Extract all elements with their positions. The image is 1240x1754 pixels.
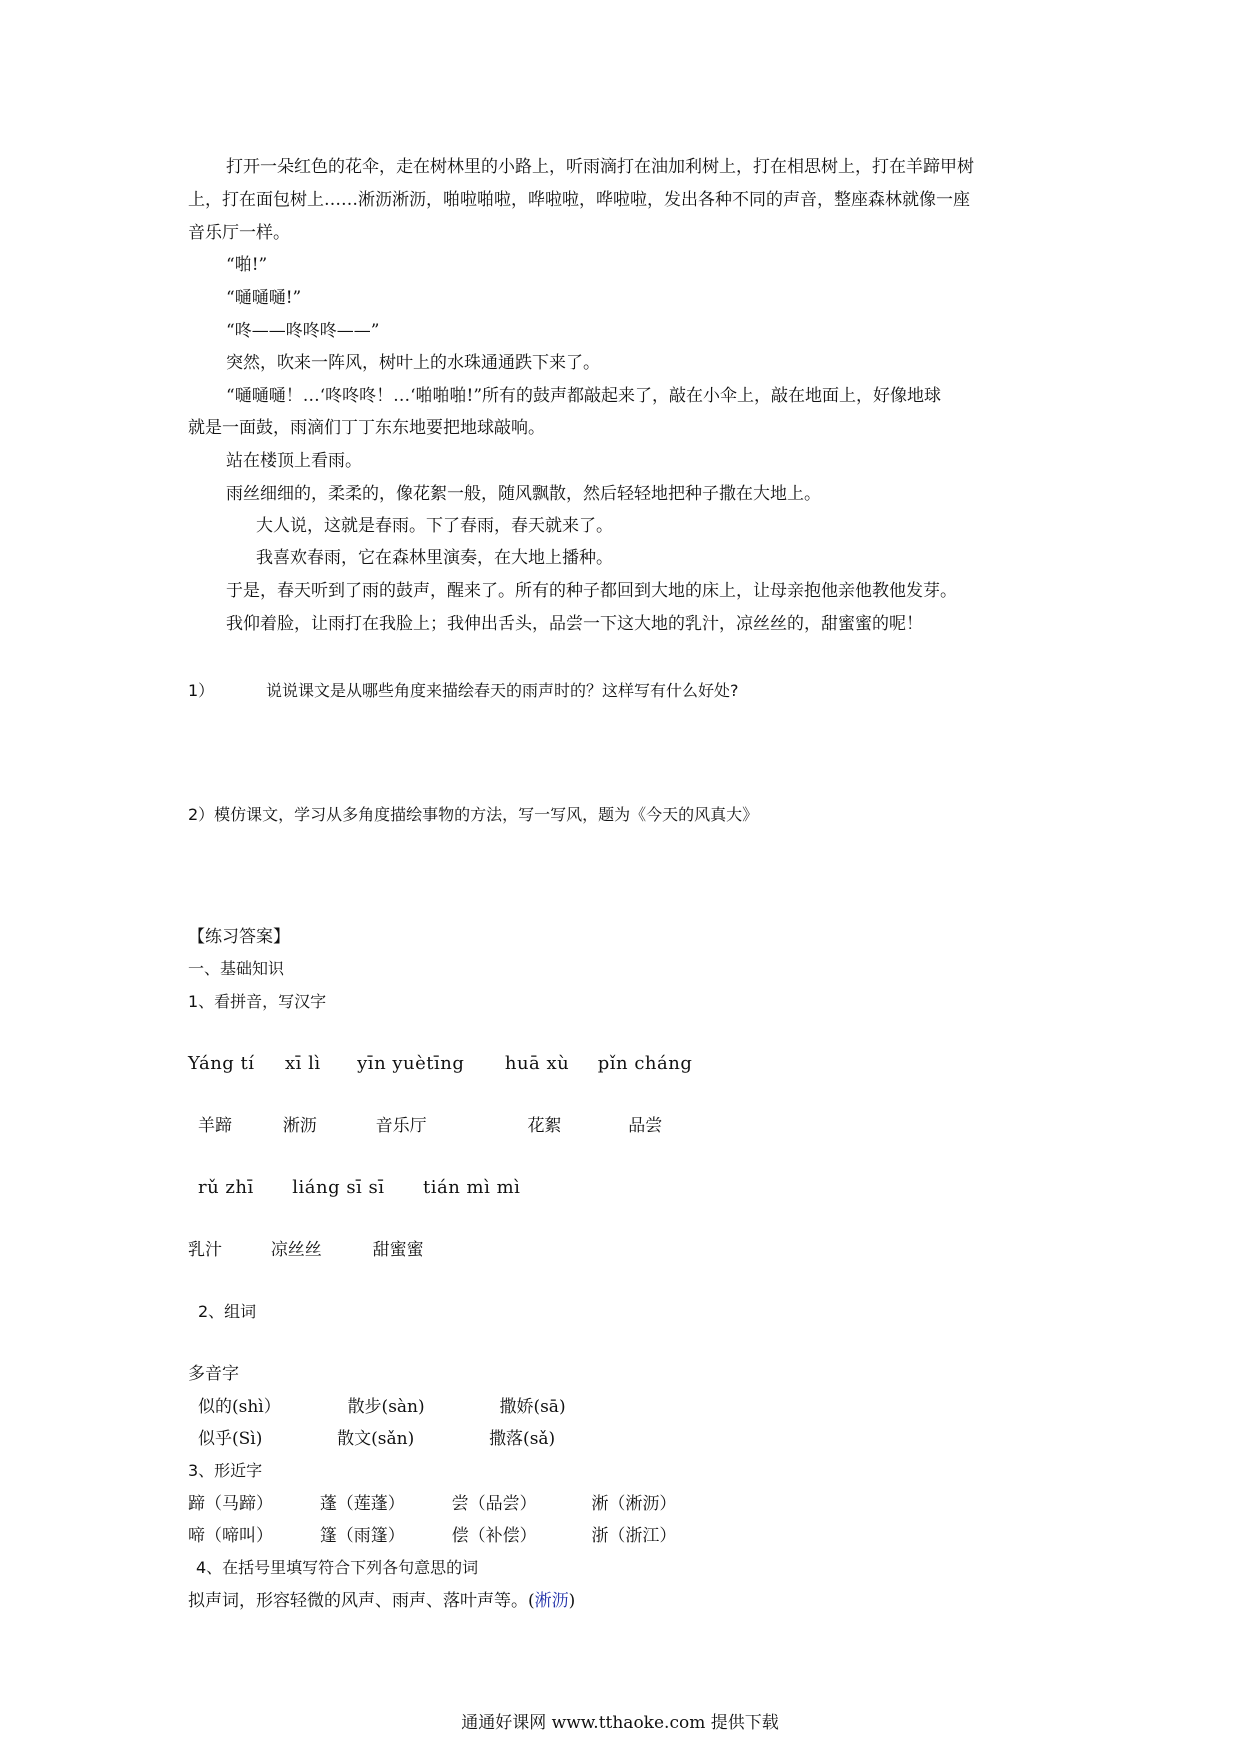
passage-paragraph-3-line-2: 就是一面鼓，雨滴们丁丁东东地要把地球敲响。 — [188, 418, 545, 438]
polyphone-word: 似的(shì） — [198, 1397, 281, 1417]
passage-paragraph-6: 大人说，这就是春雨。下了春雨，春天就来了。 — [256, 516, 613, 536]
hanzi-word: 甜蜜蜜 — [372, 1240, 424, 1260]
similar-word: 蹄（马蹄） — [188, 1494, 273, 1514]
sound-line-2: “嗵嗵嗵!” — [226, 288, 302, 308]
answers-item-3: 3、形近字 — [188, 1461, 263, 1480]
hanzi-word: 音乐厅 — [375, 1116, 427, 1136]
pinyin-word: rǔ zhī — [198, 1177, 254, 1198]
hanzi-word: 羊蹄 — [198, 1116, 232, 1136]
answers-title: 【练习答案】 — [188, 927, 290, 947]
pinyin-word: yīn yuètīng — [357, 1053, 465, 1074]
sound-line-3: “咚——咚咚咚——” — [226, 321, 380, 341]
passage-paragraph-5: 雨丝细细的，柔柔的，像花絮一般，随风飘散，然后轻轻地把种子撒在大地上。 — [226, 484, 821, 504]
similar-word: 尝（品尝） — [451, 1494, 537, 1514]
passage-paragraph-4: 站在楼顶上看雨。 — [226, 451, 362, 471]
item-4-answer: 淅沥 — [534, 1591, 569, 1611]
polyphone-word: 散步(sàn) — [347, 1397, 425, 1417]
polyphone-row-2 — [198, 1428, 555, 1450]
pinyin-word: liáng sī sī — [292, 1177, 385, 1198]
similar-word: 偿（补偿） — [451, 1526, 537, 1546]
question-1-text: 说说课文是从哪些角度来描绘春天的雨声时的？这样写有什么好处? — [266, 681, 739, 700]
question-2-text: 2）模仿课文，学习从多角度描绘事物的方法，写一写风，题为《今天的风真大》 — [188, 805, 759, 824]
pinyin-word: xī lì — [285, 1053, 321, 1074]
answers-item-2: 2、组词 — [198, 1302, 257, 1321]
polyphone-title: 多音字 — [188, 1364, 239, 1384]
passage-paragraph-1-line-1: 打开一朵红色的花伞，走在树林里的小路上，听雨滴打在油加利树上，打在相思树上，打在羊蹄甲树 — [226, 157, 974, 177]
polyphone-word: 撒娇(sā) — [499, 1397, 566, 1417]
passage-paragraph-9: 我仰着脸，让雨打在我脸上；我伸出舌头，品尝一下这大地的乳汁，凉丝丝的，甜蜜蜜的呢！ — [226, 614, 923, 634]
passage-paragraph-1-line-2: 上，打在面包树上……淅沥淅沥，啪啦啪啦，哗啦啦，哗啦啦，发出各种不同的声音，整座森林就像一座 — [188, 190, 970, 210]
similar-word: 篷（雨篷） — [319, 1526, 405, 1546]
polyphone-word: 撒落(sǎ) — [489, 1429, 556, 1449]
answers-item-1: 1、看拼音，写汉字 — [188, 992, 327, 1011]
similar-word: 啼（啼叫） — [188, 1526, 273, 1546]
pinyin-word: tián mì mì — [423, 1177, 521, 1198]
passage-paragraph-1-line-3: 音乐厅一样。 — [188, 223, 290, 243]
hanzi-word: 淅沥 — [282, 1116, 317, 1136]
pinyin-word: huā xù — [504, 1053, 570, 1074]
passage-paragraph-2: 突然，吹来一阵风，树叶上的水珠通通跌下来了。 — [226, 353, 600, 373]
item-4-text: 拟声词，形容轻微的风声、雨声、落叶声等。( — [188, 1591, 535, 1611]
similar-word: 浙（浙江） — [591, 1526, 677, 1546]
answers-item-4: 4、在括号里填写符合下列各句意思的词 — [196, 1558, 479, 1577]
sound-line-1: “啪!” — [226, 255, 268, 275]
pinyin-word: Yáng tí — [188, 1053, 255, 1074]
hanzi-word: 品尝 — [628, 1116, 663, 1136]
similar-row-2 — [188, 1525, 676, 1547]
polyphone-word: 散文(sǎn) — [337, 1429, 415, 1449]
page-footer: 通通好课网 www.tthaoke.com 提供下载 — [461, 1713, 779, 1733]
polyphone-word: 似乎(Sì) — [198, 1429, 263, 1449]
item-4-sentence — [188, 1590, 575, 1612]
question-1-number: 1） — [188, 681, 215, 700]
item-4-close: ) — [568, 1591, 576, 1611]
pinyin-word: pǐn cháng — [597, 1053, 693, 1074]
hanzi-row-2 — [188, 1239, 424, 1261]
passage-paragraph-3-line-1: “嗵嗵嗵！…‘咚咚咚！…‘啪啪啪!”所有的鼓声都敲起来了，敲在小伞上，敲在地面上，好像地球 — [226, 386, 942, 406]
hanzi-word: 凉丝丝 — [270, 1240, 322, 1260]
passage-paragraph-7: 我喜欢春雨，它在森林里演奏，在大地上播种。 — [256, 548, 613, 568]
answers-section-1: 一、基础知识 — [188, 959, 285, 978]
pinyin-row-2 — [198, 1177, 520, 1199]
passage-paragraph-8: 于是，春天听到了雨的鼓声，醒来了。所有的种子都回到大地的床上，让母亲抱他亲他教他发芽。 — [226, 581, 957, 601]
polyphone-row-1 — [198, 1396, 566, 1418]
hanzi-row-1 — [198, 1115, 662, 1137]
similar-row-1 — [188, 1493, 676, 1515]
hanzi-word: 乳汁 — [188, 1240, 222, 1260]
pinyin-row-1 — [188, 1053, 692, 1075]
similar-word: 蓬（莲蓬） — [319, 1494, 405, 1514]
similar-word: 淅（淅沥） — [591, 1494, 677, 1514]
hanzi-word: 花絮 — [527, 1116, 562, 1136]
